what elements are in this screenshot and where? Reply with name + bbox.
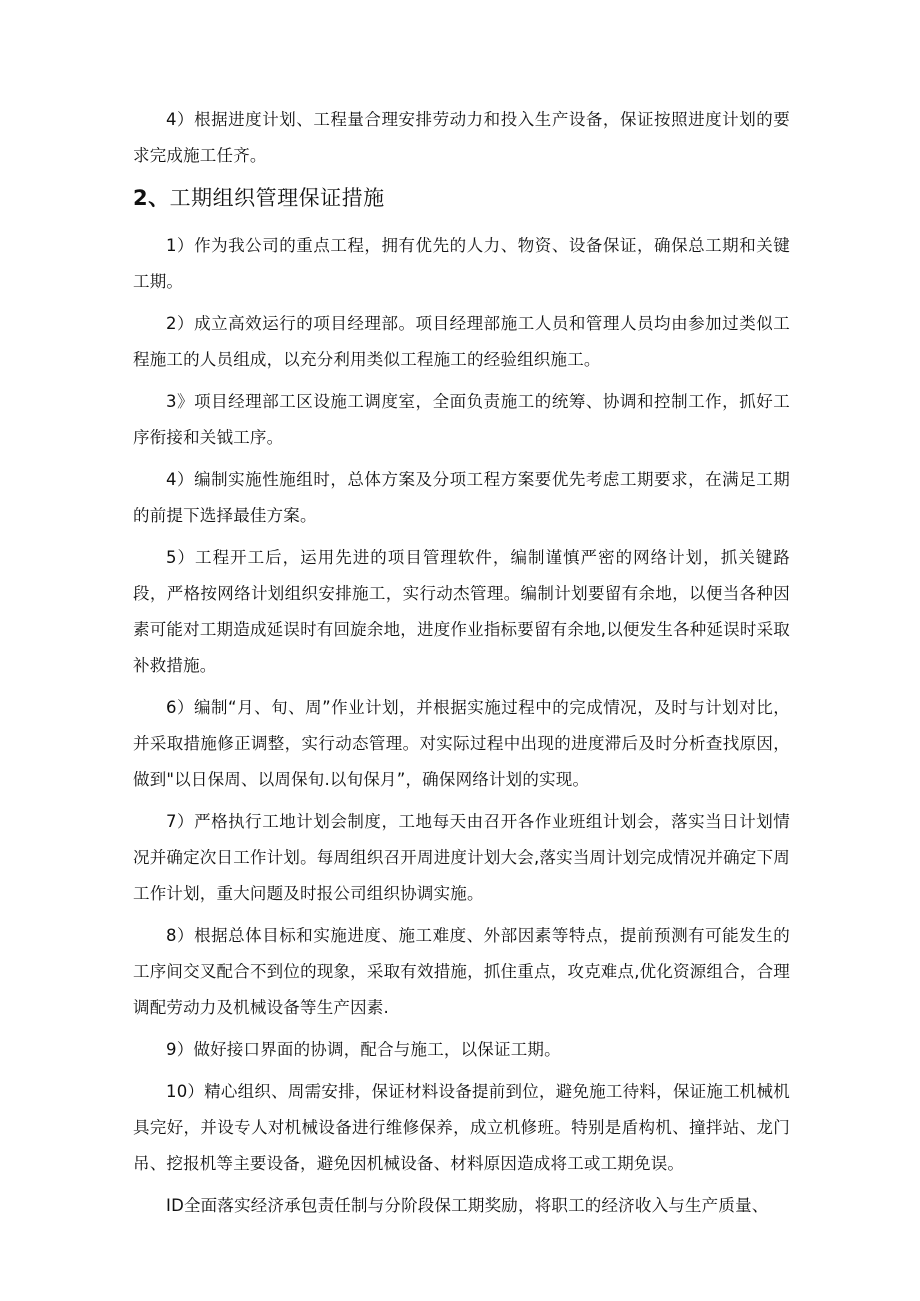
section-heading <box>133 180 790 216</box>
paragraph-1: 1）作为我公司的重点工程，拥有优先的人力、物资、设备保证，确保总工期和关键工期。 <box>133 236 790 291</box>
paragraph-2: 2）成立高效运行的项目经理部。项目经理部施工人员和管理人员均由参加过类似工程施工的人员组成，以充分利用类似工程施工的经验组织施工。 <box>133 314 790 369</box>
paragraph-11: ID全面落实经济承包责任制与分阶段保工期奖励，将职工的经济收入与生产质量、 <box>166 1196 769 1215</box>
paragraph-6: 6）编制“月、旬、周”作业计划，并根据实施过程中的完成情况，及时与计划对比，并采取措施修正调整，实行动态管理。对实际过程中出现的进度滞后及时分析查找原因，做到"以日保周、以周保旬.以旬保月”，确保网络计划的实现。 <box>133 698 790 789</box>
paragraph-3: 3》项目经理部工区设施工调度室，全面负责施工的统筹、协调和控制工作，抓好工序衔接和关钺工序。 <box>133 392 790 447</box>
paragraph-4: 4）编制实施性施组时，总体方案及分项工程方案要优先考虑工期要求，在满足工期的前提下选择最佳方案。 <box>133 470 790 525</box>
paragraph-10: 10）精心组织、周需安排，保证材料设备提前到位，避免施工待料，保证施工机械机具完好，并设专人对机械设备进行维修保养，成立机修班。特别是盾构机、撞拌站、龙门吊、挖报机等主要设备，避免因机械设备、材料原因造成将工或工期免误。 <box>133 1082 790 1173</box>
section-title: 工期组织管理保证措施 <box>169 186 385 210</box>
paragraph-5: 5）工程开工后，运用先进的项目管理软件，编制谨慎严密的网络计划，抓关键路段，严格按网络计划组织安排施工，实行动杰管理。编制计划要留有余地，以便当各种因素可能对工期造成延误时有回旋余地，进度作业指标要留有余地,以便发生各种延误时采取补救措施。 <box>133 548 790 675</box>
paragraph-9: 9）做好接口界面的协调，配合与施工，以保证工期。 <box>166 1040 561 1059</box>
paragraph-intro: 4）根据进度计划、工程量合理安排劳动力和投入生产设备，保证按照进度计划的要求完成施工任齐。 <box>133 110 790 165</box>
paragraph-7: 7）严格执行工地计划会制度，工地每天由召开各作业班组计划会，落实当日计划情况并确定次日工作计划。每周组织召开周进度计划大会,落实当周计划完成情况并确定下周工作计划，重大问题及时报公司组织协调实施。 <box>133 812 790 903</box>
paragraph-8: 8）根据总体目标和实施进度、施工难度、外部因素等特点，提前预测有可能发生的工序间交叉配合不到位的现象，采取有效措施，抓住重点，攻克难点,优化资源组合，合理调配劳动力及机械设备等生产因素. <box>133 926 790 1017</box>
section-number: 2、 <box>133 186 170 210</box>
